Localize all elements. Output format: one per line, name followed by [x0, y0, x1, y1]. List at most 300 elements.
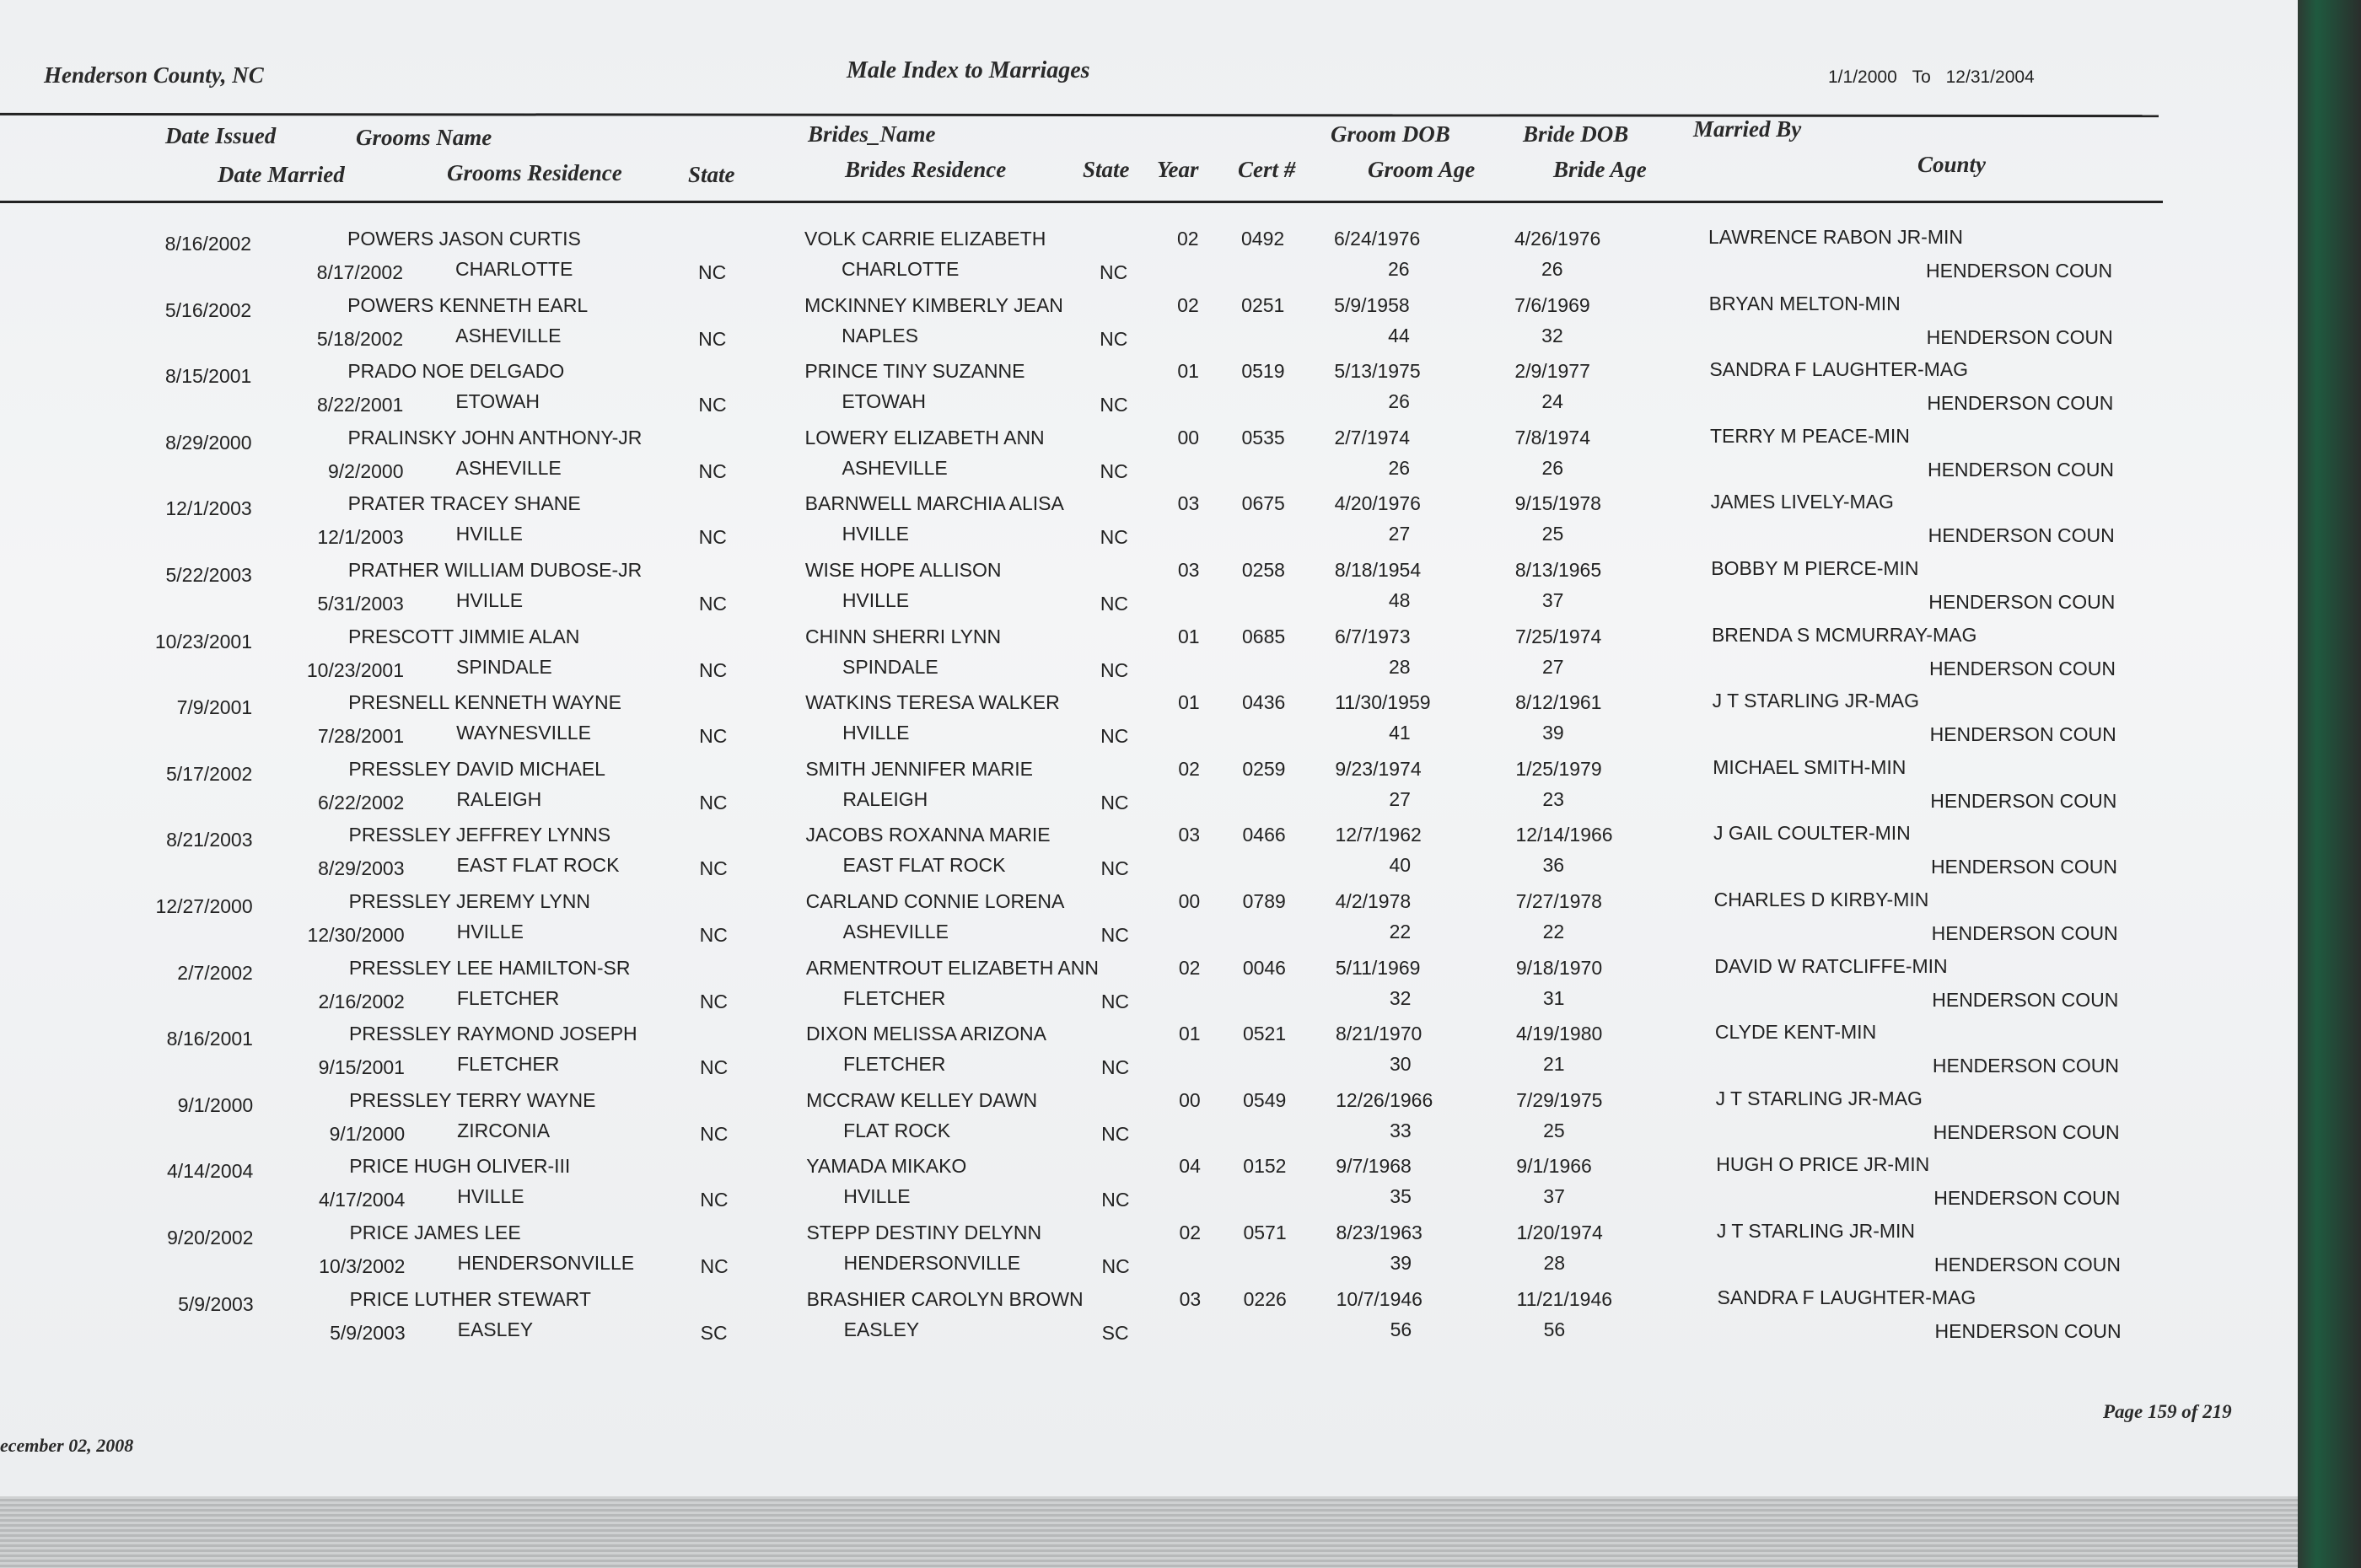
bride-name: STEPP DESTINY DELYNN: [806, 1222, 1042, 1243]
bride-age: 28: [1543, 1252, 1566, 1274]
bride-residence: FLETCHER: [842, 986, 946, 1009]
cert-number: 0466: [1242, 824, 1286, 846]
bride-residence: HVILLE: [842, 722, 910, 744]
bride-dob: 11/21/1946: [1516, 1287, 1613, 1310]
cert-year: 02: [1177, 293, 1199, 316]
bride-state: NC: [1101, 1255, 1130, 1277]
cert-number: 0675: [1241, 492, 1285, 515]
date-married: 12/30/2000: [307, 924, 405, 946]
date-issued: 7/9/2001: [176, 696, 253, 719]
bride-age: 21: [1542, 1053, 1565, 1076]
bride-dob: 7/6/1969: [1514, 293, 1590, 316]
groom-state: NC: [699, 1056, 729, 1079]
groom-dob: 12/7/1962: [1335, 824, 1422, 846]
date-issued: 8/29/2000: [165, 431, 252, 454]
bride-state: NC: [1100, 394, 1128, 416]
date-married: 6/22/2002: [318, 791, 405, 814]
groom-residence: WAYNESVILLE: [456, 722, 591, 744]
date-married: 5/9/2003: [330, 1321, 406, 1344]
bride-name: ARMENTROUT ELIZABETH ANN: [805, 956, 1099, 979]
cert-year: 00: [1177, 426, 1200, 448]
groom-name: PRESSLEY TERRY WAYNE: [349, 1088, 596, 1111]
groom-age: 41: [1389, 722, 1411, 744]
groom-residence: FLETCHER: [456, 1053, 560, 1076]
col-cert: Cert #: [1238, 157, 1296, 182]
groom-dob: 5/13/1975: [1334, 360, 1421, 383]
married-by: J GAIL COULTER-MIN: [1713, 822, 1911, 845]
date-to: 12/31/2004: [1945, 67, 2035, 87]
bride-state: NC: [1100, 459, 1128, 482]
cert-number: 0046: [1242, 956, 1286, 979]
groom-state: NC: [698, 327, 727, 350]
married-by: TERRY M PEACE-MIN: [1709, 424, 1910, 447]
cert-number: 0519: [1241, 360, 1285, 383]
groom-dob: 8/23/1963: [1336, 1222, 1423, 1243]
bride-dob: 8/13/1965: [1514, 559, 1602, 581]
header-bottom-rule: [0, 201, 2163, 203]
groom-residence: FLETCHER: [456, 986, 560, 1009]
date-issued: 5/22/2003: [165, 564, 252, 586]
county: HENDERSON COUN: [1928, 657, 2116, 679]
married-by: BRYAN MELTON-MIN: [1708, 292, 1901, 314]
col-county: County: [1917, 152, 1987, 177]
groom-name: PRESNELL KENNETH WAYNE: [348, 691, 621, 714]
groom-age: 39: [1390, 1252, 1412, 1274]
bride-state: NC: [1101, 1122, 1130, 1145]
married-by: CLYDE KENT-MIN: [1714, 1021, 1877, 1044]
footer-date: ecember 02, 2008: [0, 1435, 134, 1456]
cert-year: 02: [1178, 956, 1201, 979]
bride-dob: 7/8/1974: [1514, 426, 1591, 448]
bride-dob: 9/1/1966: [1516, 1155, 1592, 1178]
bride-residence: HVILLE: [842, 523, 909, 545]
cert-year: 01: [1178, 691, 1200, 714]
cert-year: 02: [1177, 228, 1199, 250]
county: HENDERSON COUN: [1933, 1120, 2120, 1143]
bride-dob: 2/9/1977: [1514, 360, 1590, 383]
groom-name: PRADO NOE DELGADO: [347, 360, 565, 383]
groom-state: NC: [700, 1255, 729, 1277]
date-range: [1828, 67, 2035, 88]
bride-dob: 9/15/1978: [1514, 492, 1601, 515]
bride-dob: 7/25/1974: [1514, 625, 1602, 647]
bride-name: MCKINNEY KIMBERLY JEAN: [804, 293, 1063, 316]
groom-state: NC: [698, 459, 727, 482]
date-married: 9/2/2000: [327, 459, 404, 482]
groom-residence: ASHEVILLE: [455, 456, 562, 479]
bride-age: 32: [1541, 324, 1563, 346]
groom-age: 27: [1388, 523, 1411, 545]
groom-age: 56: [1390, 1318, 1412, 1340]
date-married: 9/15/2001: [318, 1056, 405, 1079]
groom-residence: SPINDALE: [455, 655, 552, 678]
bride-residence: HENDERSONVILLE: [843, 1252, 1021, 1274]
groom-state: NC: [698, 593, 728, 615]
bride-residence: RALEIGH: [842, 787, 928, 810]
cert-number: 0251: [1241, 293, 1285, 316]
bride-name: BARNWELL MARCHIA ALISA: [804, 492, 1064, 515]
groom-age: 26: [1388, 456, 1411, 479]
bride-state: NC: [1100, 791, 1129, 814]
bride-name: VOLK CARRIE ELIZABETH: [804, 228, 1046, 250]
groom-residence: ETOWAH: [455, 390, 540, 413]
col-grooms-residence: Grooms Residence: [447, 160, 622, 185]
cert-year: 02: [1179, 1222, 1202, 1243]
bride-age: 23: [1542, 787, 1564, 810]
groom-state: NC: [699, 990, 729, 1012]
date-issued: 12/27/2000: [155, 895, 253, 917]
groom-residence: ZIRCONIA: [457, 1119, 551, 1141]
bride-dob: 4/19/1980: [1515, 1023, 1603, 1045]
bride-name: MCCRAW KELLEY DAWN: [806, 1088, 1038, 1111]
bride-age: 56: [1543, 1318, 1566, 1340]
bride-residence: NAPLES: [842, 324, 918, 346]
married-by: BRENDA S MCMURRAY-MAG: [1711, 623, 1977, 646]
bride-age: 37: [1543, 1185, 1565, 1208]
groom-dob: 5/9/1958: [1334, 293, 1410, 316]
date-issued: 9/20/2002: [167, 1227, 254, 1248]
col-date-married: Date Married: [218, 162, 345, 187]
col-grooms-name: Grooms Name: [356, 125, 492, 150]
date-issued: 5/16/2002: [164, 298, 252, 321]
cert-number: 0521: [1242, 1023, 1287, 1045]
bride-residence: FLAT ROCK: [843, 1119, 951, 1141]
date-married: 10/23/2001: [306, 658, 404, 681]
groom-name: PRALINSKY JOHN ANTHONY-JR: [347, 426, 643, 448]
date-married: 10/3/2002: [319, 1255, 406, 1277]
groom-age: 22: [1389, 921, 1412, 942]
groom-age: 40: [1389, 854, 1412, 877]
groom-residence: ASHEVILLE: [455, 324, 562, 346]
married-by: SANDRA F LAUGHTER-MAG: [1717, 1286, 1976, 1308]
report-title: Male Index to Marriages: [847, 57, 1090, 83]
county: HENDERSON COUN: [1929, 723, 2116, 746]
groom-age: 30: [1389, 1053, 1412, 1076]
groom-dob: 8/21/1970: [1335, 1023, 1423, 1045]
col-bride-state: State: [1083, 157, 1130, 182]
bride-name: BRASHIER CAROLYN BROWN: [806, 1287, 1084, 1310]
bride-age: 25: [1541, 523, 1564, 545]
bride-age: 26: [1541, 456, 1564, 479]
bride-residence: HVILLE: [842, 589, 910, 611]
cert-year: 00: [1179, 1088, 1201, 1111]
groom-age: 48: [1388, 589, 1411, 611]
county: HENDERSON COUN: [1927, 392, 2114, 415]
bride-state: NC: [1100, 1056, 1130, 1079]
groom-name: POWERS KENNETH EARL: [347, 293, 589, 316]
date-married: 8/22/2001: [317, 394, 404, 416]
date-married: 8/29/2003: [318, 857, 405, 880]
groom-age: 27: [1389, 787, 1411, 810]
bride-state: NC: [1100, 526, 1128, 549]
bride-residence: CHARLOTTE: [842, 258, 960, 280]
groom-dob: 5/11/1969: [1335, 956, 1421, 979]
cert-number: 0535: [1241, 426, 1285, 448]
cert-number: 0685: [1241, 625, 1286, 647]
married-by: MICHAEL SMITH-MIN: [1713, 755, 1907, 778]
groom-name: PRICE JAMES LEE: [349, 1222, 521, 1243]
cert-number: 0258: [1241, 559, 1285, 581]
groom-state: NC: [699, 725, 728, 748]
bride-dob: 9/18/1970: [1515, 956, 1603, 979]
groom-residence: CHARLOTTE: [455, 258, 573, 280]
date-issued: 9/1/2000: [177, 1093, 254, 1116]
bride-state: NC: [1100, 593, 1129, 615]
married-by: CHARLES D KIRBY-MIN: [1713, 889, 1929, 910]
bride-name: SMITH JENNIFER MARIE: [805, 757, 1033, 780]
groom-age: 32: [1389, 986, 1412, 1009]
groom-state: NC: [698, 261, 727, 283]
groom-residence: EASLEY: [457, 1318, 534, 1340]
groom-state: NC: [698, 658, 728, 681]
bride-state: NC: [1100, 990, 1130, 1012]
cert-year: 00: [1178, 890, 1201, 912]
page-number: Page 159 of 219: [2103, 1401, 2232, 1422]
cert-year: 02: [1178, 757, 1200, 780]
cert-year: 04: [1179, 1155, 1201, 1178]
groom-name: PRESSLEY JEREMY LYNN: [348, 890, 590, 912]
groom-dob: 12/26/1966: [1336, 1088, 1433, 1111]
date-married: 5/31/2003: [317, 593, 404, 615]
bride-residence: SPINDALE: [842, 655, 938, 678]
groom-residence: EAST FLAT ROCK: [456, 854, 620, 877]
date-married: 7/28/2001: [317, 725, 405, 748]
groom-name: PRESCOTT JIMMIE ALAN: [347, 625, 580, 647]
groom-name: PRATHER WILLIAM DUBOSE-JR: [347, 559, 643, 581]
groom-state: NC: [698, 526, 727, 549]
groom-dob: 9/23/1974: [1335, 757, 1422, 780]
county: HENDERSON COUN: [1932, 988, 2119, 1011]
bride-age: 31: [1542, 986, 1565, 1009]
county: HENDERSON COUN: [1928, 524, 2115, 547]
bride-state: NC: [1100, 658, 1129, 681]
married-by: LAWRENCE RABON JR-MIN: [1708, 226, 1963, 248]
date-issued: 5/9/2003: [178, 1292, 254, 1315]
groom-dob: 8/18/1954: [1334, 559, 1422, 581]
bride-residence: ASHEVILLE: [842, 921, 949, 942]
bride-residence: EAST FLAT ROCK: [842, 854, 1006, 877]
groom-dob: 4/2/1978: [1335, 890, 1412, 912]
date-issued: 10/23/2001: [154, 630, 252, 652]
groom-state: NC: [699, 924, 728, 946]
date-issued: 4/14/2004: [166, 1160, 254, 1183]
groom-name: POWERS JASON CURTIS: [347, 228, 581, 250]
county: HENDERSON COUN: [1926, 325, 2113, 348]
cert-number: 0789: [1242, 890, 1286, 912]
married-by: SANDRA F LAUGHTER-MAG: [1709, 358, 1969, 381]
groom-name: PRICE LUTHER STEWART: [349, 1287, 591, 1310]
groom-dob: 6/24/1976: [1334, 228, 1421, 250]
county: HENDERSON COUN: [1933, 1254, 2121, 1275]
groom-name: PRESSLEY RAYMOND JOSEPH: [348, 1023, 637, 1045]
bride-dob: 12/14/1966: [1515, 824, 1613, 846]
bride-residence: FLETCHER: [842, 1053, 946, 1076]
groom-name: PRESSLEY LEE HAMILTON-SR: [348, 956, 631, 979]
county: HENDERSON COUN: [1928, 591, 2116, 613]
groom-age: 26: [1388, 390, 1410, 413]
bride-age: 25: [1543, 1119, 1565, 1141]
bride-state: NC: [1100, 857, 1129, 880]
header-top-rule: [0, 113, 2159, 117]
groom-name: PRATER TRACEY SHANE: [347, 492, 581, 515]
col-brides-residence: Brides Residence: [845, 157, 1007, 182]
date-issued: 8/16/2001: [166, 1028, 253, 1050]
bride-state: NC: [1100, 261, 1128, 283]
bride-state: NC: [1100, 725, 1129, 748]
date-from: 1/1/2000: [1828, 67, 1897, 87]
county: HENDERSON COUN: [1927, 458, 2115, 481]
county: HENDERSON COUN: [1926, 260, 2113, 282]
bride-dob: 4/26/1976: [1514, 228, 1601, 250]
bride-name: YAMADA MIKAKO: [806, 1155, 967, 1178]
date-married: 12/1/2003: [317, 526, 404, 549]
date-married: 8/17/2002: [316, 261, 403, 283]
married-by: HUGH O PRICE JR-MIN: [1716, 1153, 1930, 1176]
groom-dob: 10/7/1946: [1336, 1287, 1423, 1310]
bride-name: DIXON MELISSA ARIZONA: [805, 1023, 1046, 1045]
col-date-issued: Date Issued: [165, 123, 277, 148]
county-title: Henderson County, NC: [44, 62, 264, 88]
groom-age: 26: [1388, 258, 1410, 280]
col-brides-name: Brides_Name: [808, 121, 936, 147]
cert-number: 0152: [1243, 1155, 1287, 1178]
date-range-to: To: [1912, 67, 1931, 87]
cert-number: 0226: [1243, 1287, 1287, 1310]
county: HENDERSON COUN: [1933, 1187, 2121, 1210]
bride-age: 39: [1542, 722, 1564, 744]
date-issued: 5/17/2002: [166, 762, 253, 785]
cert-year: 01: [1178, 1023, 1201, 1045]
date-issued: 8/15/2001: [165, 365, 252, 388]
bride-state: NC: [1100, 327, 1128, 350]
bride-dob: 7/27/1978: [1515, 890, 1602, 912]
groom-residence: HVILLE: [455, 523, 523, 545]
bride-dob: 7/29/1975: [1516, 1088, 1603, 1111]
date-married: 5/18/2002: [316, 327, 404, 350]
bride-age: 36: [1542, 854, 1565, 877]
married-by: J T STARLING JR-MAG: [1715, 1087, 1923, 1109]
cert-number: 0492: [1241, 228, 1285, 250]
groom-residence: HVILLE: [457, 1185, 524, 1208]
groom-dob: 2/7/1974: [1334, 426, 1411, 448]
date-married: 4/17/2004: [318, 1189, 406, 1211]
groom-state: NC: [700, 1189, 729, 1211]
county: HENDERSON COUN: [1934, 1319, 2122, 1342]
county: HENDERSON COUN: [1931, 922, 2118, 944]
bride-dob: 1/25/1979: [1515, 757, 1602, 780]
bride-name: CARLAND CONNIE LORENA: [805, 890, 1065, 912]
groom-name: PRICE HUGH OLIVER-III: [349, 1155, 571, 1178]
county: HENDERSON COUN: [1930, 789, 2117, 812]
groom-age: 35: [1390, 1185, 1412, 1208]
groom-state: NC: [699, 791, 728, 814]
cert-number: 0571: [1243, 1222, 1287, 1243]
col-year: Year: [1157, 157, 1199, 182]
date-married: 2/16/2002: [318, 990, 405, 1012]
groom-residence: HENDERSONVILLE: [457, 1252, 635, 1274]
bride-residence: ASHEVILLE: [842, 456, 948, 479]
col-bride-dob: Bride DOB: [1523, 121, 1629, 147]
cert-year: 03: [1177, 492, 1200, 515]
groom-residence: RALEIGH: [456, 787, 542, 810]
bride-name: PRINCE TINY SUZANNE: [804, 360, 1025, 383]
groom-residence: HVILLE: [456, 921, 524, 942]
bride-age: 37: [1541, 589, 1564, 611]
bride-name: JACOBS ROXANNA MARIE: [805, 824, 1051, 846]
col-married-by: Married By: [1693, 116, 1802, 142]
groom-age: 28: [1388, 655, 1411, 678]
groom-state: SC: [700, 1321, 728, 1344]
col-state: State: [688, 162, 735, 187]
bride-age: 22: [1542, 921, 1565, 942]
groom-dob: 6/7/1973: [1334, 625, 1411, 647]
groom-state: NC: [699, 857, 728, 880]
groom-residence: HVILLE: [455, 589, 524, 611]
bride-name: LOWERY ELIZABETH ANN: [804, 426, 1045, 448]
bride-dob: 1/20/1974: [1516, 1222, 1603, 1243]
groom-state: NC: [698, 394, 727, 416]
cert-number: 0259: [1242, 757, 1286, 780]
groom-dob: 11/30/1959: [1335, 691, 1431, 714]
bride-state: NC: [1100, 924, 1129, 946]
groom-dob: 4/20/1976: [1334, 492, 1421, 515]
groom-name: PRESSLEY JEFFREY LYNNS: [348, 824, 611, 846]
groom-dob: 9/7/1968: [1336, 1155, 1412, 1178]
col-groom-age: Groom Age: [1368, 157, 1476, 182]
bride-name: WATKINS TERESA WALKER: [805, 691, 1060, 714]
cert-year: 01: [1177, 360, 1199, 383]
county: HENDERSON COUN: [1932, 1055, 2119, 1077]
cert-year: 03: [1178, 824, 1201, 846]
married-by: BOBBY M PIERCE-MIN: [1711, 557, 1919, 579]
bride-age: 26: [1541, 258, 1563, 280]
cert-year: 01: [1177, 625, 1200, 647]
married-by: J T STARLING JR-MIN: [1716, 1220, 1916, 1242]
bride-age: 27: [1541, 655, 1564, 678]
groom-name: PRESSLEY DAVID MICHAEL: [348, 757, 605, 780]
groom-state: NC: [700, 1122, 729, 1145]
bride-residence: ETOWAH: [842, 390, 926, 413]
date-issued: 2/7/2002: [177, 961, 253, 984]
cert-number: 0436: [1242, 691, 1286, 714]
groom-age: 44: [1388, 324, 1410, 346]
date-issued: 8/16/2002: [164, 233, 251, 255]
bride-dob: 8/12/1961: [1515, 691, 1602, 714]
married-by: J T STARLING JR-MAG: [1712, 690, 1919, 712]
cert-year: 03: [1179, 1287, 1202, 1310]
bride-residence: HVILLE: [843, 1185, 911, 1208]
bride-name: CHINN SHERRI LYNN: [804, 625, 1002, 647]
cert-number: 0549: [1243, 1088, 1287, 1111]
married-by: JAMES LIVELY-MAG: [1710, 491, 1894, 513]
cert-year: 03: [1177, 559, 1200, 581]
col-bride-age: Bride Age: [1553, 157, 1647, 182]
date-issued: 12/1/2003: [165, 497, 252, 520]
county: HENDERSON COUN: [1930, 856, 2118, 878]
paper-stack: [0, 1496, 2298, 1568]
binder-edge: [2298, 0, 2361, 1568]
col-groom-dob: Groom DOB: [1331, 121, 1450, 147]
bride-age: 24: [1541, 390, 1563, 413]
married-by: DAVID W RATCLIFFE-MIN: [1714, 954, 1948, 977]
bride-state: NC: [1101, 1189, 1130, 1211]
date-married: 9/1/2000: [329, 1122, 406, 1145]
bride-state: SC: [1101, 1321, 1129, 1344]
date-issued: 8/21/2003: [166, 829, 253, 851]
bride-residence: EASLEY: [843, 1318, 920, 1340]
groom-age: 33: [1390, 1119, 1412, 1141]
bride-name: WISE HOPE ALLISON: [804, 559, 1002, 581]
